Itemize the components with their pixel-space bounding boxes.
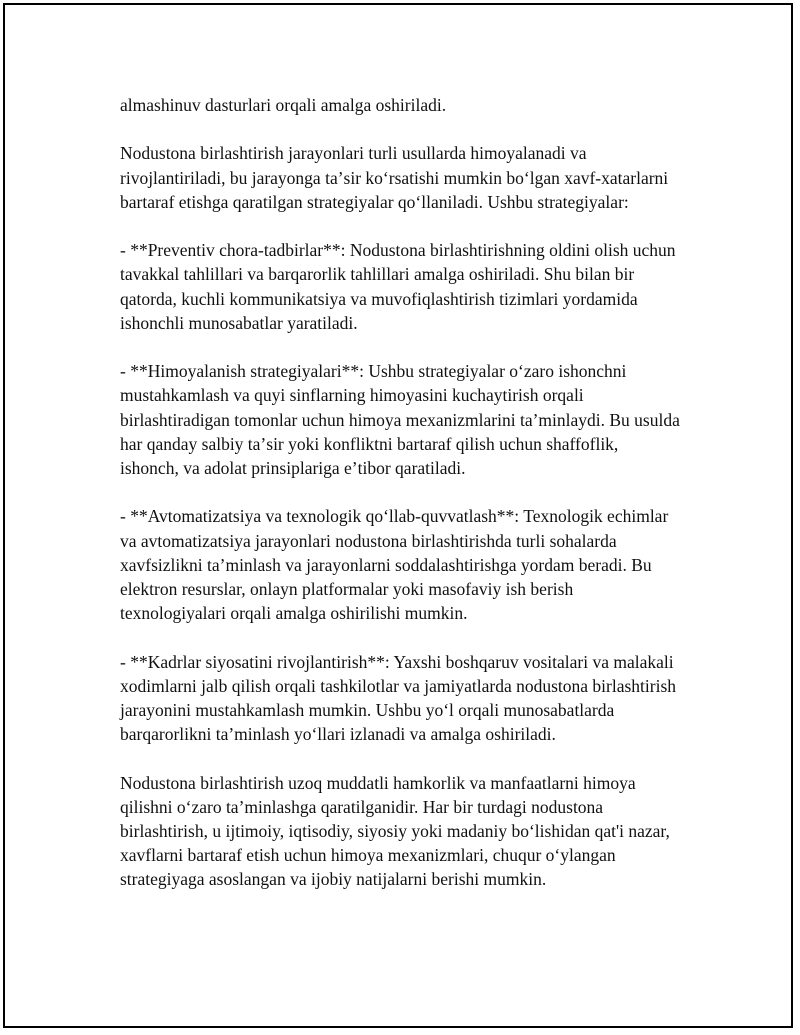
list-item-preventiv: - **Preventiv chora-tadbirlar**: Nodustona birlashtirishning oldini olish uchun tavakkal tahlillari va barqarorlik tahlillari amalga oshiriladi. Shu bilan bir qatorda, kuchli kommunikatsiya va muvofiqlashtirish tizimlari yordamida ishonchli munosabatlar yaratiladi. — [120, 240, 676, 333]
list-item-himoyalanish: - **Himoyalanish strategiyalari**: Ushbu strategiyalar oʻzaro ishonchni mustahkamlash va quyi sinflarning himoyasini kuchaytirish orqali birlashtiradigan tomonlar uchun himoya mexanizmlarini taʼminlaydi. Bu usulda har qanday salbiy taʼsir yoki konfliktni bartaraf qilish uchun shaffoflik, ishonch, va adolat prinsiplariga eʼtibor qaratiladi. — [120, 361, 680, 478]
document-body — [120, 93, 680, 916]
paragraph-conclusion: Nodustona birlashtirish uzoq muddatli hamkorlik va manfaatlarni himoya qilishni oʻzaro taʼminlashga qaratilganidir. Har bir turdagi nodustona birlashtirish, u ijtimoiy, iqtisodiy, siyosiy yoki madaniy boʻlishidan qat'i nazar, xavflarni bartaraf etish uchun himoya mexanizmlari, chuqur oʻylangan strategiyaga asoslangan va ijobiy natijalarni berishi mumkin. — [120, 772, 670, 890]
document-page — [3, 3, 793, 1028]
paragraph-continuation: almashinuv dasturlari orqali amalga oshiriladi. — [120, 95, 447, 115]
list-item-kadrlar: - **Kadrlar siyosatini rivojlantirish**: Yaxshi boshqaruv vositalari va malakali xodimlarni jalb qilish orqali tashkilotlar va jamiyatlarda nodustona birlashtirish jarayonini mustahkamlash mumkin. Ushbu yoʻl orqali munosabatlarda barqarorlikni taʼminlash yoʻllari izlanadi va amalga oshiriladi. — [120, 651, 677, 745]
list-item-avtomatizatsiya: - **Avtomatizatsiya va texnologik qoʻllab-quvvatlash**: Texnologik echimlar va avtomatizatsiya jarayonlari nodustona birlashtirishda turli sohalarda xavfsizlikni taʼminlash va jarayonlarni soddalashtirishga yordam beradi. Bu elektron resurslar, onlayn platformalar yoki masofaviy ish berish texnologiyalari orqali amalga oshirilishi mumkin. — [120, 506, 669, 624]
paragraph-intro: Nodustona birlashtirish jarayonlari turli usullarda himoyalanadi va rivojlantiriladi, bu jarayonga taʼsir koʻrsatishi mumkin boʻlgan xavf-xatarlarni bartaraf etishga qaratilgan strategiyalar qoʻllaniladi. Ushbu strategiyalar: — [120, 143, 669, 212]
